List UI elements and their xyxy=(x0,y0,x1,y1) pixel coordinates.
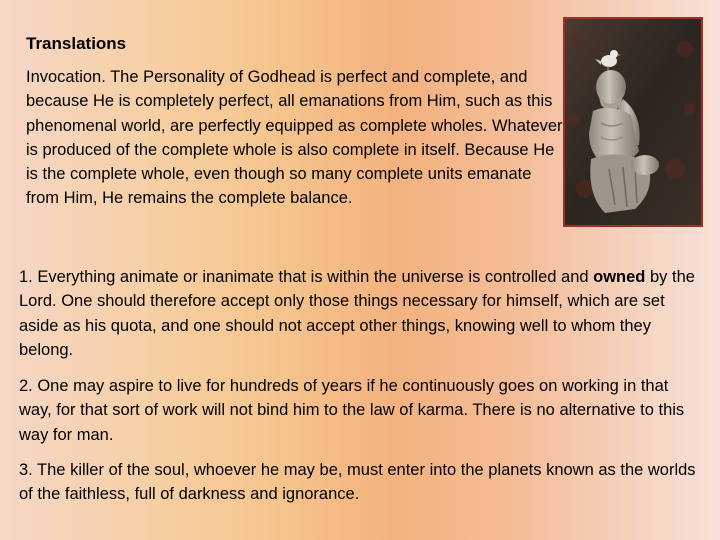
statue-with-bird-photo xyxy=(563,17,703,227)
verse-1-paragraph xyxy=(19,265,704,362)
invocation-paragraph: Invocation. The Personality of Godhead is perfect and complete, and because He is completely perfect, all emanations from Him, such as this phenomenal world, are perfectly equipped as complete wholes. Whatever is produced of the complete whole is also complete in itself. Because He is the complete whole, even though so many complete units emanate from Him, He remains the complete balance. xyxy=(26,68,563,208)
verse-1-text-end: by the Lord. One should therefore accept only those things necessary for himself, which are set aside as his quota, and one should not accept other things, knowing well to whom they belong. xyxy=(19,268,695,359)
verse-2-paragraph: 2. One may aspire to live for hundreds of years if he continuously goes on working in that way, for that sort of work will not bind him to the law of karma. There is no alternative to this way for man. xyxy=(19,377,685,444)
verse-1-text-start: 1. Everything animate or inanimate that is within the universe is controlled and xyxy=(19,268,594,286)
page-heading: Translations xyxy=(26,34,127,53)
statue-illustration xyxy=(565,19,701,225)
verse-1-emphasis: owned xyxy=(593,268,646,286)
verse-3-paragraph: 3. The killer of the soul, whoever he may be, must enter into the planets known as the worlds of the faithless, full of darkness and ignorance. xyxy=(19,461,696,504)
